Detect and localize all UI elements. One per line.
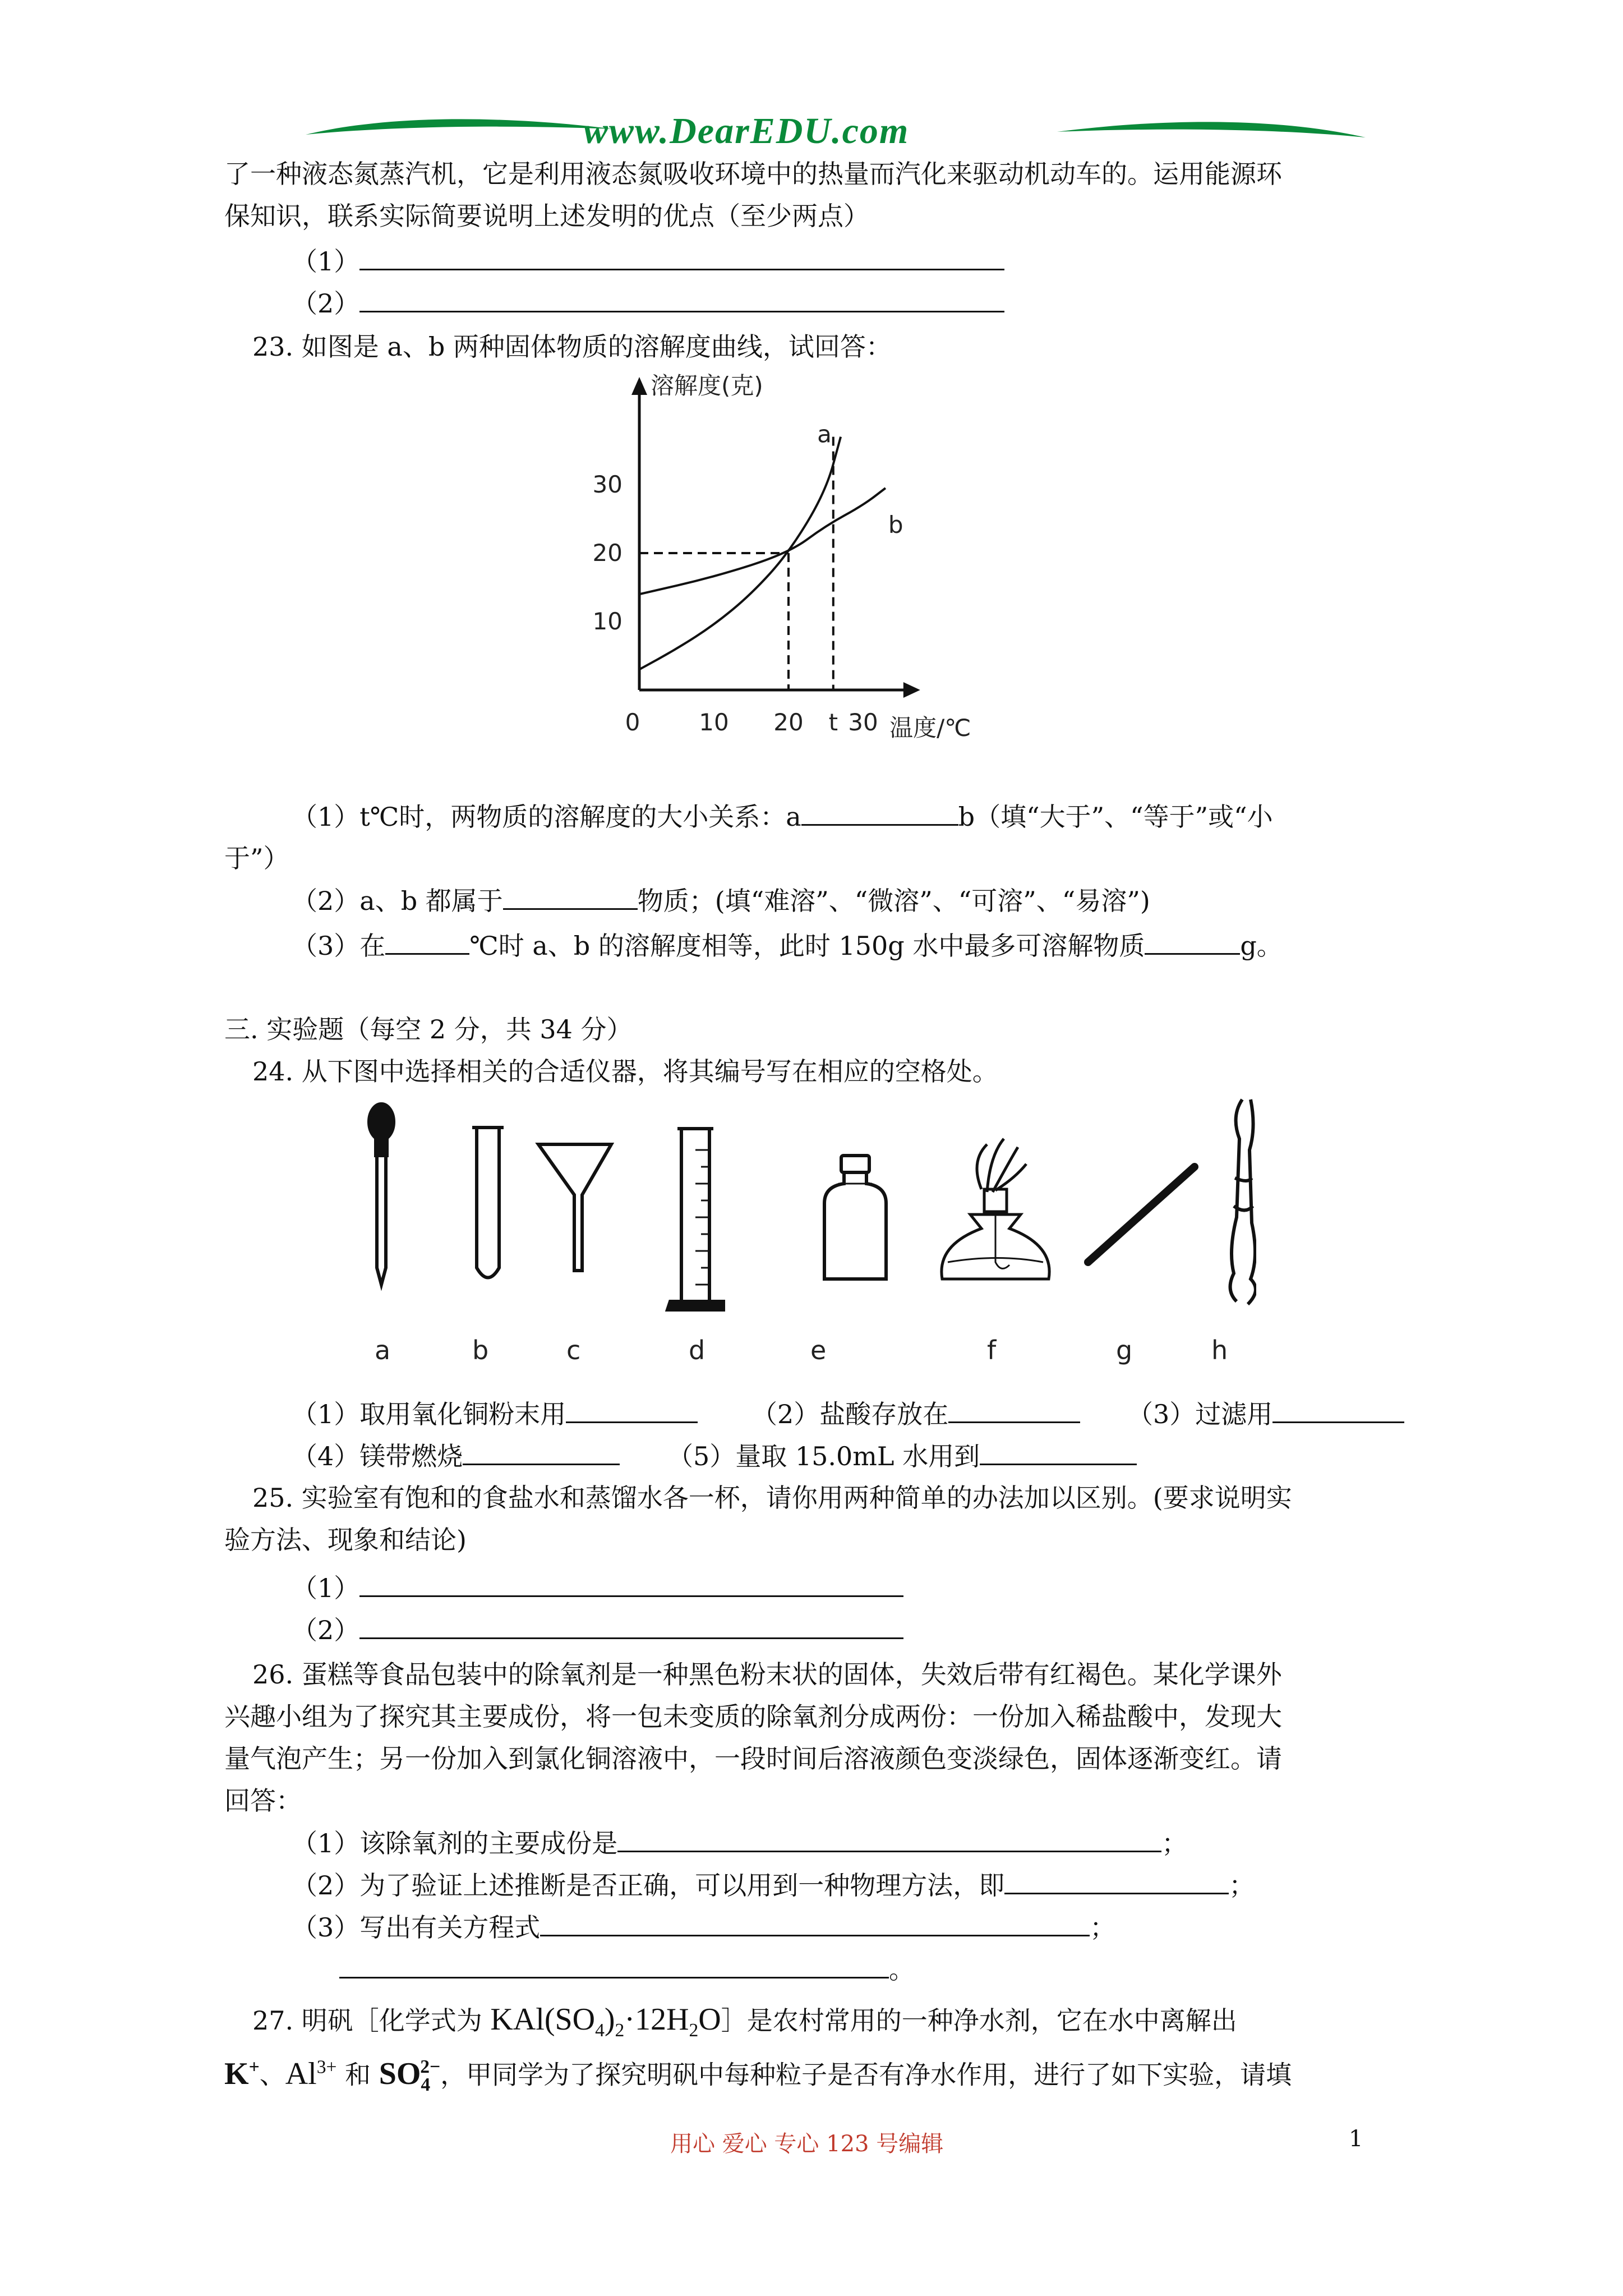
label-d: d bbox=[689, 1335, 706, 1365]
ion-al bbox=[285, 2056, 337, 2091]
q26-line2: 兴趣小组为了探究其主要成份，将一包未变质的除氧剂分成两份：一份加入稀盐酸中，发现大 bbox=[224, 1701, 1282, 1732]
q23-q3-text-a: （3）在 bbox=[292, 931, 386, 961]
q27-line1 bbox=[252, 2000, 1237, 2050]
ion-al-charge: 3+ bbox=[316, 2056, 337, 2077]
formula-mid: ) bbox=[604, 2002, 615, 2037]
formula-dot: ·12H bbox=[624, 2002, 689, 2037]
q24-q2-blank[interactable] bbox=[948, 1397, 1080, 1423]
q26-q1-end: ； bbox=[1161, 1828, 1188, 1858]
q25-answer-1 bbox=[292, 1571, 903, 1605]
y-tick-label: 30 bbox=[592, 471, 623, 498]
q24-q3-text: （3）过滤用 bbox=[1127, 1399, 1273, 1429]
label-a: a bbox=[375, 1335, 391, 1365]
q23-q2-text-b: 物质；(填“难溶”、“微溶”、“可溶”、“易溶”) bbox=[637, 886, 1150, 916]
q26-line1: 26. 蛋糕等食品包装中的除氧剂是一种黑色粉末状的固体，失效后带有红褐色。某化学课外 bbox=[252, 1659, 1282, 1690]
q26-q3-period: 。 bbox=[889, 1954, 915, 1985]
series-curve-b bbox=[639, 488, 886, 594]
alcohol-lamp-icon bbox=[942, 1139, 1049, 1279]
q26-q3-end: ； bbox=[1090, 1912, 1116, 1943]
q24-q5-text: （5）量取 15.0mL 水用到 bbox=[667, 1441, 980, 1471]
q23-q3-blank-temp[interactable] bbox=[385, 928, 469, 955]
y-tick-label: 20 bbox=[592, 539, 623, 567]
q23-q3-blank-mass[interactable] bbox=[1145, 928, 1240, 955]
label-f: f bbox=[987, 1335, 997, 1365]
formula-sub3: 2 bbox=[689, 2020, 699, 2041]
y-tick-label: 10 bbox=[592, 608, 623, 635]
ion-k-charge: + bbox=[248, 2056, 260, 2077]
glass-rod-icon bbox=[1088, 1167, 1195, 1262]
label-h: h bbox=[1211, 1335, 1228, 1365]
q24-q2-text: （2）盐酸存放在 bbox=[751, 1399, 949, 1429]
q24-row2b bbox=[667, 1439, 1137, 1473]
y-axis-arrow bbox=[631, 377, 647, 395]
q26-q3-text: （3）写出有关方程式 bbox=[292, 1912, 541, 1943]
q23-q1-blank[interactable] bbox=[801, 799, 958, 826]
header-swoosh-right bbox=[1054, 115, 1368, 149]
solubility-chart bbox=[561, 365, 1066, 769]
q26-q1-blank[interactable] bbox=[617, 1826, 1161, 1852]
x-tick-label: 10 bbox=[699, 708, 729, 736]
q24-q3-blank[interactable] bbox=[1272, 1397, 1404, 1423]
q23-q1 bbox=[292, 799, 1273, 834]
ion-so4 bbox=[379, 2056, 441, 2095]
q26-q2-text: （2）为了验证上述推断是否正确，可以用到一种物理方法，即 bbox=[292, 1870, 1005, 1901]
q26-line4: 回答： bbox=[224, 1786, 302, 1816]
q22-blank-2[interactable] bbox=[359, 286, 1004, 312]
funnel-icon bbox=[538, 1144, 611, 1271]
q24-q1-blank[interactable] bbox=[566, 1397, 698, 1423]
q24-q5-blank[interactable] bbox=[980, 1439, 1137, 1465]
q22-answer-2 bbox=[292, 286, 1004, 320]
q27-text-b: ］是农村常用的一种净水剂，它在水中离解出 bbox=[721, 2005, 1237, 2036]
q26-q3-blank-2[interactable] bbox=[339, 1952, 889, 1978]
q22-answer-1 bbox=[292, 244, 1004, 278]
q26-q3-blank[interactable] bbox=[540, 1910, 1090, 1936]
header-swoosh-left bbox=[303, 112, 617, 146]
ion-al-symbol: Al bbox=[285, 2056, 317, 2091]
y-axis-label: 溶解度(克) bbox=[651, 372, 763, 399]
formula-end: O bbox=[698, 2002, 721, 2037]
q24-q1-text: （1）取用氧化铜粉末用 bbox=[292, 1399, 566, 1429]
q23-q3-text-b: ℃时 a、b 的溶解度相等，此时 150g 水中最多可溶解物质 bbox=[469, 931, 1145, 961]
q22-item1-label: （1） bbox=[292, 246, 360, 277]
x-tick-label: 0 bbox=[625, 708, 640, 736]
q23-q2 bbox=[292, 884, 1150, 918]
sep-1: 、 bbox=[259, 2059, 285, 2090]
q25-line2: 验方法、现象和结论) bbox=[224, 1525, 467, 1555]
q26-q1-text: （1）该除氧剂的主要成份是 bbox=[292, 1828, 618, 1858]
q24-q4-blank[interactable] bbox=[463, 1439, 620, 1465]
series-label-a: a bbox=[817, 420, 832, 448]
footer-text: 用心 爱心 专心 123 号编辑 bbox=[670, 2131, 944, 2157]
q24-stem: 24. 从下图中选择相关的合适仪器，将其编号写在相应的空格处。 bbox=[252, 1056, 998, 1087]
q25-item1-label: （1） bbox=[292, 1573, 360, 1603]
section3-title: 三. 实验题（每空 2 分，共 34 分） bbox=[224, 1014, 633, 1045]
q24-q4-text: （4）镁带燃烧 bbox=[292, 1441, 463, 1471]
x-tick-label: t bbox=[828, 708, 838, 736]
q27-text-c: ，甲同学为了探究明矾中每种粒子是否有净水作用，进行了如下实验，请填 bbox=[440, 2059, 1292, 2090]
crucible-tongs-icon bbox=[1230, 1099, 1256, 1304]
x-axis-arrow bbox=[903, 682, 920, 698]
q24-row1 bbox=[292, 1397, 698, 1431]
q26-q3-cont bbox=[339, 1952, 915, 1986]
formula-sub1: 4 bbox=[595, 2020, 605, 2041]
q23-q1-text-b: b（填“大于”、“等于”或“小 bbox=[958, 802, 1273, 832]
label-b: b bbox=[472, 1335, 489, 1365]
q26-q2 bbox=[292, 1868, 1255, 1902]
label-e: e bbox=[810, 1335, 827, 1365]
label-c: c bbox=[566, 1335, 581, 1365]
q27-text-a: 27. 明矾［化学式为 bbox=[252, 2005, 491, 2036]
q24-row1b bbox=[751, 1397, 1080, 1431]
q26-q2-end: ； bbox=[1229, 1870, 1255, 1901]
q26-q2-blank[interactable] bbox=[1004, 1868, 1229, 1894]
q22-line2: 保知识，联系实际简要说明上述发明的优点（至少两点） bbox=[224, 201, 869, 231]
ion-k-symbol: K bbox=[224, 2056, 249, 2091]
q22-blank-1[interactable] bbox=[359, 244, 1004, 270]
test-tube-icon bbox=[472, 1128, 504, 1278]
q25-blank-2[interactable] bbox=[359, 1613, 903, 1639]
q23-q2-blank[interactable] bbox=[503, 884, 638, 910]
q25-line1: 25. 实验室有饱和的食盐水和蒸馏水各一杯，请你用两种简单的办法加以区别。(要求说明实 bbox=[252, 1483, 1292, 1513]
formula-main: KAl(SO bbox=[490, 2002, 596, 2037]
q27-line2 bbox=[224, 2047, 1292, 2105]
formula-sub2: 2 bbox=[615, 2020, 625, 2041]
instruments-figure bbox=[336, 1094, 1256, 1341]
x-axis-label: 温度/℃ bbox=[889, 714, 971, 742]
q25-blank-1[interactable] bbox=[359, 1571, 903, 1597]
and-word: 和 bbox=[336, 2059, 379, 2090]
q23-q3 bbox=[292, 928, 1283, 963]
q25-answer-2 bbox=[292, 1613, 903, 1647]
q23-q3-text-c: g。 bbox=[1240, 931, 1283, 961]
q23-q1-text-a: （1）t℃时，两物质的溶解度的大小关系：a bbox=[292, 802, 801, 832]
q22-item2-label: （2） bbox=[292, 288, 360, 319]
header-site-logo: www.DearEDU.com bbox=[583, 111, 910, 151]
series-label-b: b bbox=[888, 511, 903, 539]
q23-q2-text-a: （2）a、b 都属于 bbox=[292, 886, 503, 916]
q25-item2-label: （2） bbox=[292, 1615, 360, 1645]
ion-so4-sub: 4 bbox=[421, 2074, 431, 2095]
q26-q3 bbox=[292, 1910, 1115, 1944]
alum-formula bbox=[490, 2002, 721, 2041]
q24-row1c bbox=[1127, 1397, 1404, 1431]
ion-so4-charge: 2− bbox=[420, 2056, 441, 2077]
dropper-icon bbox=[369, 1104, 394, 1285]
ion-so4-symbol: SO bbox=[379, 2056, 421, 2091]
q26-q1 bbox=[292, 1826, 1187, 1860]
reagent-bottle-icon bbox=[824, 1156, 886, 1279]
x-tick-label: 30 bbox=[848, 708, 878, 736]
label-g: g bbox=[1116, 1335, 1133, 1365]
q23-stem: 23. 如图是 a、b 两种固体物质的溶解度曲线，试回答： bbox=[252, 332, 892, 362]
page-number: 1 bbox=[1349, 2126, 1363, 2152]
x-tick-label: 20 bbox=[773, 708, 804, 736]
q22-line1: 了一种液态氮蒸汽机，它是利用液态氮吸收环境中的热量而汽化来驱动机动车的。运用能源环 bbox=[224, 159, 1282, 189]
q24-row2 bbox=[292, 1439, 620, 1473]
ion-k bbox=[224, 2056, 260, 2091]
graduated-cylinder-icon bbox=[667, 1129, 723, 1310]
q26-line3: 量气泡产生；另一份加入到氯化铜溶液中，一段时间后溶液颜色变淡绿色，固体逐渐变红。请 bbox=[224, 1743, 1282, 1774]
q23-q1-cont: 于”） bbox=[224, 843, 289, 873]
